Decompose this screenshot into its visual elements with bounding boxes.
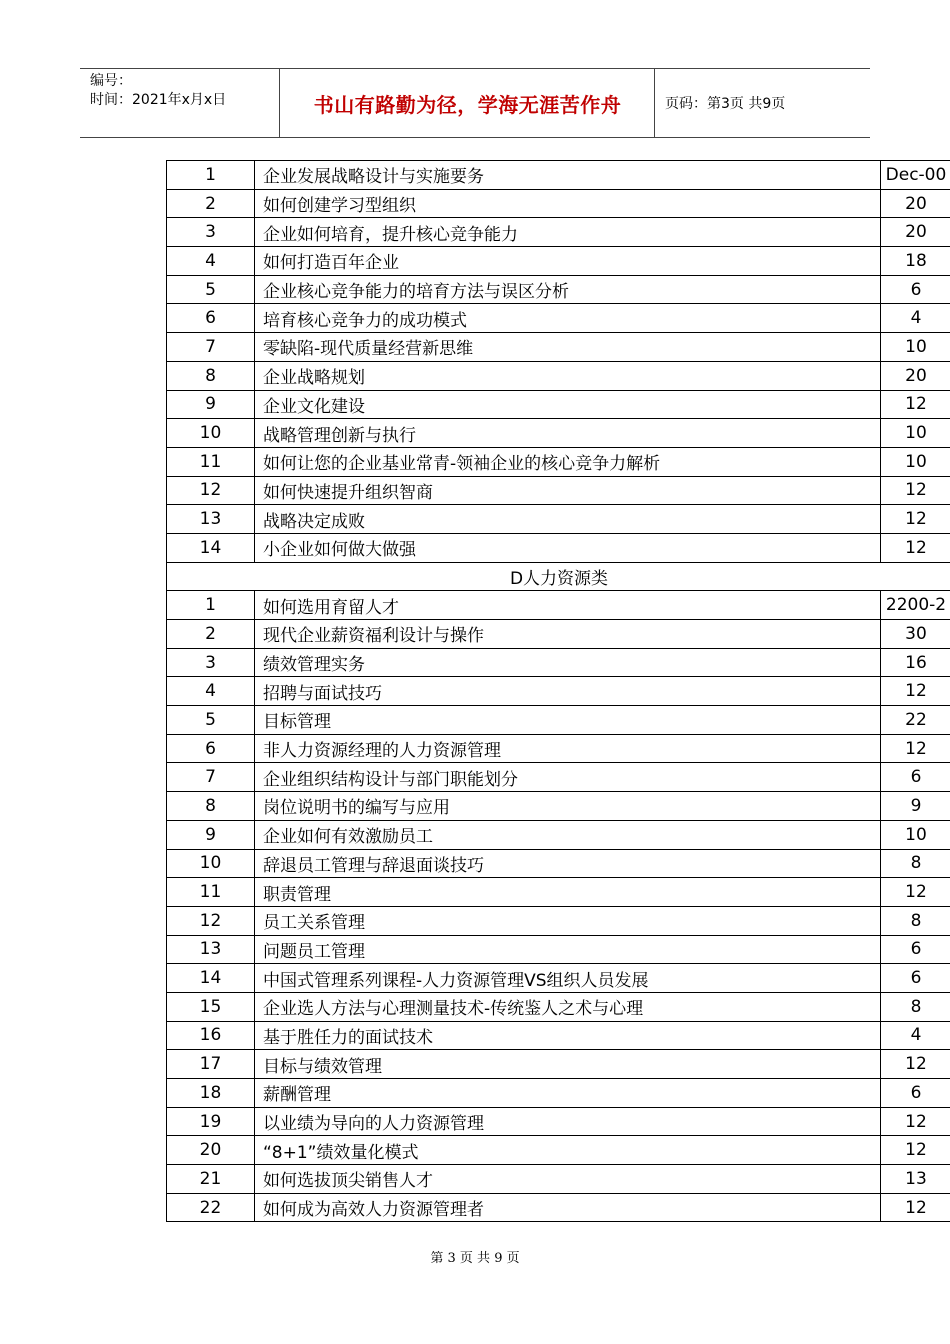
- row-number: 13: [167, 505, 255, 534]
- course-title: 目标管理: [255, 706, 881, 735]
- row-number: 11: [167, 447, 255, 476]
- course-value: 12: [881, 390, 950, 419]
- table-row: [167, 935, 950, 964]
- course-title: 如何成为高效人力资源管理者: [255, 1193, 881, 1222]
- section-title: D人力资源类: [167, 562, 950, 591]
- table-row: [167, 1050, 950, 1079]
- course-table: [166, 160, 950, 1222]
- page-header: [80, 68, 870, 138]
- table-row: [167, 505, 950, 534]
- course-title: 企业战略规划: [255, 361, 881, 390]
- course-title: 培育核心竞争力的成功模式: [255, 304, 881, 333]
- course-title: 辞退员工管理与辞退面谈技巧: [255, 849, 881, 878]
- course-title: 现代企业薪资福利设计与操作: [255, 620, 881, 649]
- table-row: [167, 1165, 950, 1194]
- course-title: 如何打造百年企业: [255, 247, 881, 276]
- table-row: [167, 906, 950, 935]
- course-value: 6: [881, 763, 950, 792]
- course-value: 16: [881, 648, 950, 677]
- row-number: 3: [167, 648, 255, 677]
- course-value: 10: [881, 820, 950, 849]
- table-row: [167, 792, 950, 821]
- course-value: 12: [881, 1050, 950, 1079]
- table-row: [167, 361, 950, 390]
- header-motto: 书山有路勤为径，学海无涯苦作舟: [281, 69, 655, 137]
- table-row: [167, 763, 950, 792]
- row-number: 2: [167, 620, 255, 649]
- course-value: 12: [881, 734, 950, 763]
- course-title: 战略决定成败: [255, 505, 881, 534]
- course-value: 10: [881, 419, 950, 448]
- course-title: 中国式管理系列课程-人力资源管理VS组织人员发展: [255, 964, 881, 993]
- course-title: 薪酬管理: [255, 1079, 881, 1108]
- course-title: 非人力资源经理的人力资源管理: [255, 734, 881, 763]
- course-value: 12: [881, 476, 950, 505]
- course-title: 企业发展战略设计与实施要务: [255, 161, 881, 190]
- table-row: [167, 390, 950, 419]
- row-number: 8: [167, 792, 255, 821]
- row-number: 8: [167, 361, 255, 390]
- table-row: [167, 304, 950, 333]
- course-title: 如何创建学习型组织: [255, 189, 881, 218]
- row-number: 15: [167, 992, 255, 1021]
- row-number: 11: [167, 878, 255, 907]
- row-number: 4: [167, 677, 255, 706]
- row-number: 6: [167, 304, 255, 333]
- course-value: 8: [881, 849, 950, 878]
- row-number: 10: [167, 849, 255, 878]
- course-value: 10: [881, 447, 950, 476]
- course-value: 20: [881, 218, 950, 247]
- page-footer: 第 3 页 共 9 页: [430, 1251, 520, 1266]
- header-page-label: 页码：第3页 共9页: [665, 96, 786, 112]
- course-title: 零缺陷-现代质量经营新思维: [255, 333, 881, 362]
- table-row: [167, 820, 950, 849]
- course-value: 12: [881, 677, 950, 706]
- course-title: 岗位说明书的编写与应用: [255, 792, 881, 821]
- header-meta: [80, 69, 280, 137]
- table-row: [167, 218, 950, 247]
- course-value: 12: [881, 533, 950, 562]
- row-number: 12: [167, 906, 255, 935]
- table-row: [167, 878, 950, 907]
- course-title: 企业如何有效激励员工: [255, 820, 881, 849]
- row-number: 7: [167, 763, 255, 792]
- course-value: 12: [881, 1193, 950, 1222]
- course-value: 18: [881, 247, 950, 276]
- course-value: 6: [881, 935, 950, 964]
- course-value: 12: [881, 1136, 950, 1165]
- course-value: 30: [881, 620, 950, 649]
- course-title: 战略管理创新与执行: [255, 419, 881, 448]
- course-title: “8+1”绩效量化模式: [255, 1136, 881, 1165]
- course-title: 绩效管理实务: [255, 648, 881, 677]
- table-row: [167, 1136, 950, 1165]
- row-number: 14: [167, 533, 255, 562]
- course-value: 4: [881, 304, 950, 333]
- row-number: 9: [167, 390, 255, 419]
- row-number: 9: [167, 820, 255, 849]
- course-title: 问题员工管理: [255, 935, 881, 964]
- row-number: 19: [167, 1107, 255, 1136]
- course-title: 企业核心竞争能力的培育方法与误区分析: [255, 275, 881, 304]
- course-value: 12: [881, 878, 950, 907]
- row-number: 13: [167, 935, 255, 964]
- course-title: 企业选人方法与心理测量技术-传统鉴人之术与心理: [255, 992, 881, 1021]
- row-number: 22: [167, 1193, 255, 1222]
- row-number: 10: [167, 419, 255, 448]
- course-value: 6: [881, 275, 950, 304]
- course-title: 企业如何培育，提升核心竞争能力: [255, 218, 881, 247]
- row-number: 6: [167, 734, 255, 763]
- table-row: [167, 161, 950, 190]
- course-value: 13: [881, 1165, 950, 1194]
- table-row: [167, 1107, 950, 1136]
- number-label: 编号：: [90, 73, 132, 89]
- row-number: 18: [167, 1079, 255, 1108]
- row-number: 12: [167, 476, 255, 505]
- row-number: 2: [167, 189, 255, 218]
- course-title: 基于胜任力的面试技术: [255, 1021, 881, 1050]
- course-value: 8: [881, 992, 950, 1021]
- course-value: 20: [881, 189, 950, 218]
- table-row: [167, 648, 950, 677]
- row-number: 17: [167, 1050, 255, 1079]
- course-value: 10: [881, 333, 950, 362]
- course-value: 6: [881, 1079, 950, 1108]
- row-number: 21: [167, 1165, 255, 1194]
- course-value: 6: [881, 964, 950, 993]
- row-number: 1: [167, 591, 255, 620]
- course-value: 9: [881, 792, 950, 821]
- table-row: [167, 964, 950, 993]
- course-table-body: [167, 161, 950, 1222]
- table-row: [167, 247, 950, 276]
- course-title: 企业文化建设: [255, 390, 881, 419]
- course-value: 22: [881, 706, 950, 735]
- table-row: [167, 419, 950, 448]
- row-number: 7: [167, 333, 255, 362]
- course-value: 8: [881, 906, 950, 935]
- course-value: Dec-00: [881, 161, 950, 190]
- course-title: 目标与绩效管理: [255, 1050, 881, 1079]
- row-number: 20: [167, 1136, 255, 1165]
- table-row: [167, 992, 950, 1021]
- row-number: 14: [167, 964, 255, 993]
- table-row: [167, 533, 950, 562]
- row-number: 3: [167, 218, 255, 247]
- course-value: 2200-2: [881, 591, 950, 620]
- course-title: 如何选拔顶尖销售人才: [255, 1165, 881, 1194]
- table-row: [167, 591, 950, 620]
- table-row: [167, 734, 950, 763]
- table-row: [167, 1079, 950, 1108]
- course-value: 20: [881, 361, 950, 390]
- table-row: [167, 476, 950, 505]
- course-value: 4: [881, 1021, 950, 1050]
- table-row: [167, 189, 950, 218]
- table-row: [167, 706, 950, 735]
- course-title: 如何快速提升组织智商: [255, 476, 881, 505]
- course-value: 12: [881, 505, 950, 534]
- row-number: 16: [167, 1021, 255, 1050]
- row-number: 5: [167, 275, 255, 304]
- table-row: [167, 620, 950, 649]
- course-title: 职责管理: [255, 878, 881, 907]
- row-number: 4: [167, 247, 255, 276]
- course-title: 小企业如何做大做强: [255, 533, 881, 562]
- table-row: [167, 333, 950, 362]
- row-number: 5: [167, 706, 255, 735]
- table-row: [167, 849, 950, 878]
- course-title: 如何让您的企业基业常青-领袖企业的核心竞争力解析: [255, 447, 881, 476]
- section-row: [167, 562, 950, 591]
- course-title: 企业组织结构设计与部门职能划分: [255, 763, 881, 792]
- course-title: 招聘与面试技巧: [255, 677, 881, 706]
- table-row: [167, 677, 950, 706]
- table-row: [167, 1021, 950, 1050]
- course-title: 员工关系管理: [255, 906, 881, 935]
- time-label: 时间：2021年x月x日: [90, 92, 227, 108]
- table-row: [167, 1193, 950, 1222]
- table-row: [167, 447, 950, 476]
- row-number: 1: [167, 161, 255, 190]
- course-value: 12: [881, 1107, 950, 1136]
- table-row: [167, 275, 950, 304]
- course-title: 以业绩为导向的人力资源管理: [255, 1107, 881, 1136]
- course-title: 如何选用育留人才: [255, 591, 881, 620]
